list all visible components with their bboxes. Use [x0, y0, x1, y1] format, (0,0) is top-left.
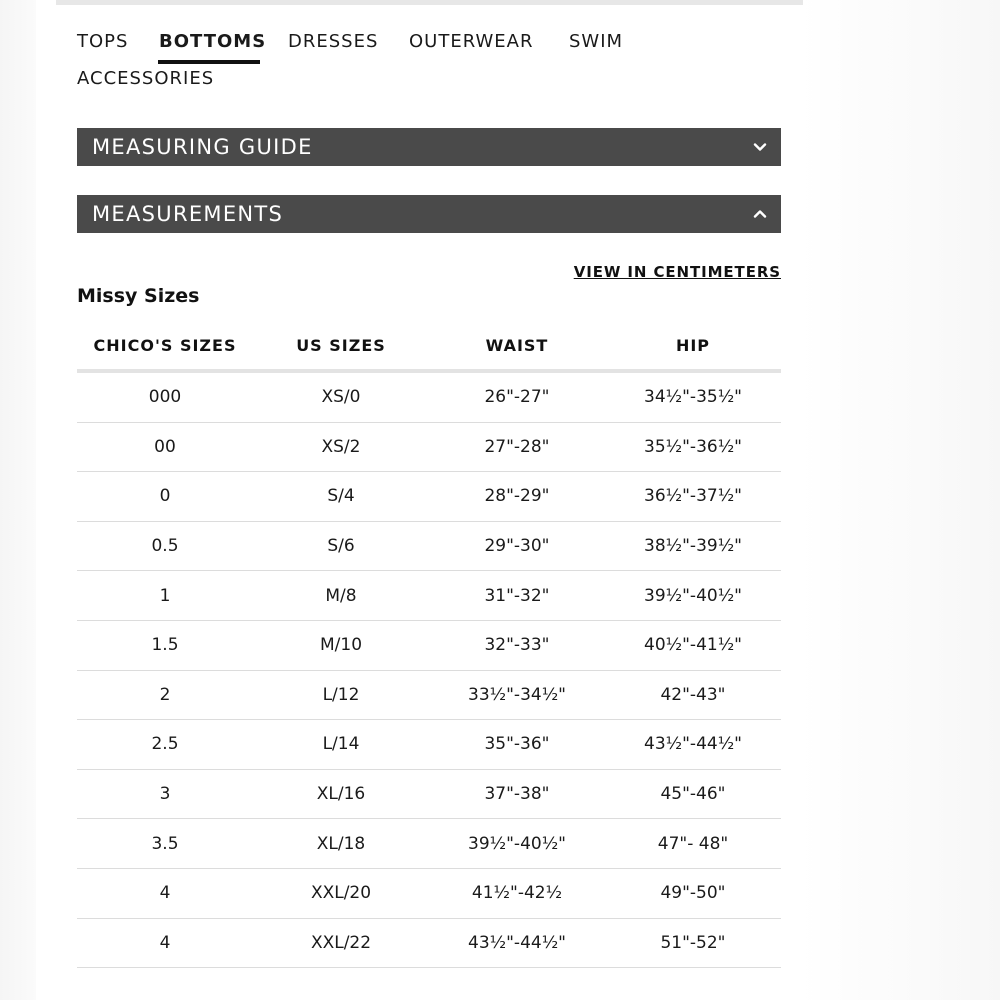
- cell-chicos-size: 3.5: [77, 819, 253, 869]
- cell-us-size: XXL/20: [253, 868, 429, 918]
- cell-chicos-size: 2.5: [77, 720, 253, 770]
- cell-waist: 39½"-40½": [429, 819, 605, 869]
- tab-outerwear[interactable]: OUTERWEAR: [409, 31, 534, 52]
- header-waist: WAIST: [429, 322, 605, 371]
- cell-chicos-size: 2: [77, 670, 253, 720]
- table-row: [77, 472, 781, 522]
- chevron-up-icon: [753, 207, 767, 221]
- cell-hip: 40½"-41½": [605, 620, 781, 670]
- cell-hip: 35½"-36½": [605, 422, 781, 472]
- size-table: [77, 322, 781, 968]
- cell-waist: 43½"-44½": [429, 918, 605, 968]
- section-title: Missy Sizes: [77, 285, 200, 307]
- measuring-guide-title: MEASURING GUIDE: [92, 135, 313, 159]
- table-row: [77, 620, 781, 670]
- tab-swim[interactable]: SWIM: [569, 31, 624, 52]
- left-page-edge: [0, 0, 36, 1000]
- cell-hip: 39½"-40½": [605, 571, 781, 621]
- cell-hip: 51"-52": [605, 918, 781, 968]
- table-row: [77, 521, 781, 571]
- table-row: [77, 670, 781, 720]
- cell-us-size: XS/2: [253, 422, 429, 472]
- cell-us-size: XL/18: [253, 819, 429, 869]
- table-header-row: [77, 322, 781, 371]
- cell-hip: 45"-46": [605, 769, 781, 819]
- cell-us-size: L/14: [253, 720, 429, 770]
- active-tab-indicator: [158, 60, 260, 64]
- cell-us-size: XS/0: [253, 371, 429, 422]
- cell-us-size: S/4: [253, 472, 429, 522]
- tab-tops[interactable]: TOPS: [77, 31, 129, 52]
- table-row: [77, 371, 781, 422]
- table-row: [77, 571, 781, 621]
- header-hip: HIP: [605, 322, 781, 371]
- cell-hip: 42"-43": [605, 670, 781, 720]
- header-chicos-sizes: CHICO'S SIZES: [77, 322, 253, 371]
- cell-us-size: L/12: [253, 670, 429, 720]
- table-row: [77, 819, 781, 869]
- cell-chicos-size: 3: [77, 769, 253, 819]
- tab-dresses[interactable]: DRESSES: [288, 31, 379, 52]
- table-row: [77, 769, 781, 819]
- cell-chicos-size: 0.5: [77, 521, 253, 571]
- table-row: [77, 720, 781, 770]
- cell-us-size: M/10: [253, 620, 429, 670]
- cell-waist: 31"-32": [429, 571, 605, 621]
- cell-waist: 41½"-42½: [429, 868, 605, 918]
- cell-waist: 32"-33": [429, 620, 605, 670]
- measurements-title: MEASUREMENTS: [92, 202, 284, 226]
- table-row: [77, 868, 781, 918]
- tab-accessories[interactable]: ACCESSORIES: [77, 68, 215, 89]
- cell-us-size: M/8: [253, 571, 429, 621]
- cell-us-size: S/6: [253, 521, 429, 571]
- cell-chicos-size: 0: [77, 472, 253, 522]
- right-page-edge: [800, 0, 1000, 1000]
- cell-hip: 38½"-39½": [605, 521, 781, 571]
- cell-us-size: XXL/22: [253, 918, 429, 968]
- cell-us-size: XL/16: [253, 769, 429, 819]
- cell-chicos-size: 1: [77, 571, 253, 621]
- cell-hip: 34½"-35½": [605, 371, 781, 422]
- cell-waist: 37"-38": [429, 769, 605, 819]
- cell-chicos-size: 000: [77, 371, 253, 422]
- cell-waist: 26"-27": [429, 371, 605, 422]
- cell-waist: 33½"-34½": [429, 670, 605, 720]
- cell-waist: 28"-29": [429, 472, 605, 522]
- cell-chicos-size: 00: [77, 422, 253, 472]
- measuring-guide-accordion[interactable]: [77, 128, 781, 166]
- table-row: [77, 918, 781, 968]
- table-row: [77, 422, 781, 472]
- cell-hip: 49"-50": [605, 868, 781, 918]
- cell-hip: 47"- 48": [605, 819, 781, 869]
- header-us-sizes: US SIZES: [253, 322, 429, 371]
- cell-chicos-size: 4: [77, 918, 253, 968]
- chevron-down-icon: [753, 140, 767, 154]
- view-in-centimeters-link[interactable]: VIEW IN CENTIMETERS: [573, 263, 781, 281]
- cell-waist: 29"-30": [429, 521, 605, 571]
- cell-waist: 27"-28": [429, 422, 605, 472]
- cell-chicos-size: 1.5: [77, 620, 253, 670]
- cell-chicos-size: 4: [77, 868, 253, 918]
- cell-waist: 35"-36": [429, 720, 605, 770]
- cell-hip: 36½"-37½": [605, 472, 781, 522]
- measurements-accordion[interactable]: [77, 195, 781, 233]
- cell-hip: 43½"-44½": [605, 720, 781, 770]
- top-divider: [56, 0, 803, 5]
- tab-bottoms[interactable]: BOTTOMS: [159, 31, 267, 52]
